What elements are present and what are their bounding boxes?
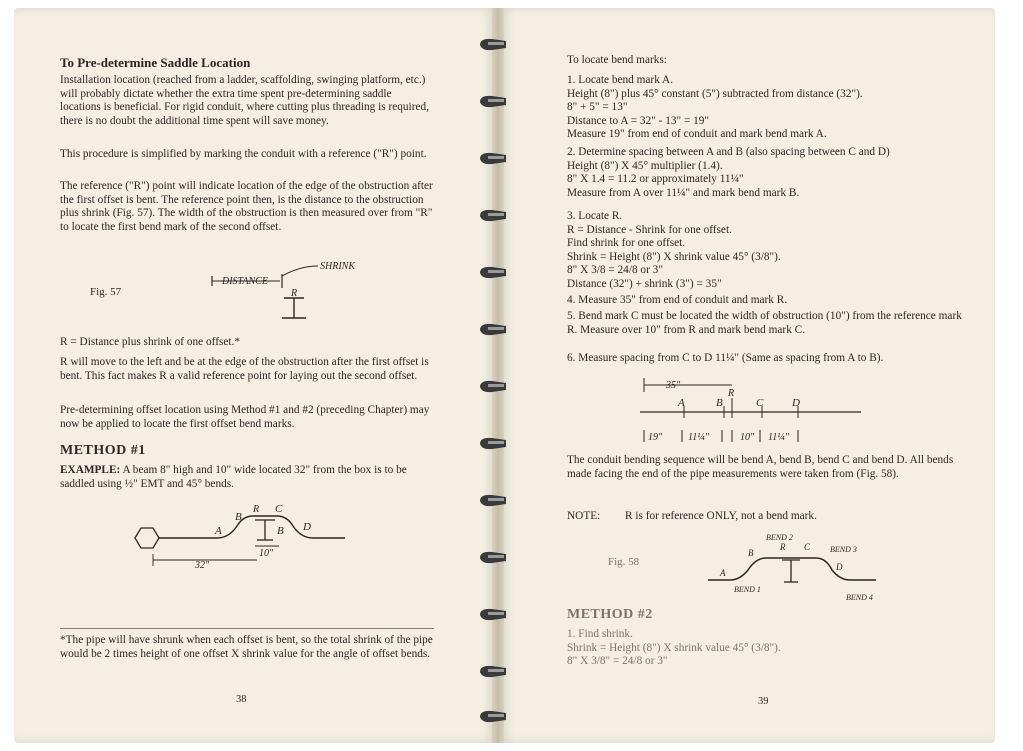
step-text: 8" X 3/8 = 24/8 or 3" <box>567 264 663 277</box>
dim-11-b-label: 11¼" <box>768 432 789 443</box>
paragraph-reference-explained <box>60 180 434 234</box>
binding-coil <box>478 150 508 168</box>
fig58-r-label: R <box>780 542 786 552</box>
paragraph-text: Pre-determining offset location using Method #1 and #2 (preceding Chapter) may now be applied to locate the first offset bend marks. <box>60 404 430 430</box>
binding-coil <box>478 549 508 567</box>
fig57-r-label: R <box>291 288 298 299</box>
step-6: 6. Measure spacing from C to D 11¼" (Same as spacing from A to B). <box>567 352 884 364</box>
bend-3-label: BEND 3 <box>830 545 857 554</box>
step-text: Measure 19" from end of conduit and mark bend mark A. <box>567 128 827 141</box>
paragraph-predetermining <box>60 404 434 431</box>
step-text: Shrink = Height (8") X shrink value 45° (3/8"). <box>567 641 781 654</box>
binding-coil <box>478 606 508 624</box>
step-text: Height (8") plus 45° constant (5") subtracted from distance (32"). <box>567 87 863 100</box>
binding-coil <box>478 708 508 726</box>
fig58-conduit-path <box>708 558 876 580</box>
note-label: NOTE: <box>567 510 601 522</box>
paragraph-text: The conduit bending sequence will be bend A, bend B, bend C and bend D. All bends made facing the end of the pipe measurements were taken from (Fig. 58). <box>567 454 954 480</box>
r-definition: R = Distance plus shrink of one offset.* <box>60 336 240 348</box>
footnote-text: *The pipe will have shrunk when each offset is bent, so the total shrink of the pipe would be 2 times height of one offset X shrink value for the angle of offset bends. <box>60 634 433 660</box>
step-text: Measure from A over 11¼" and mark bend mark B. <box>567 186 800 199</box>
step-text: 2. Determine spacing between A and B (also spacing between C and D) <box>567 146 890 158</box>
fig57-shrink-leader <box>282 266 318 276</box>
dim-19-label: 19" <box>648 432 663 443</box>
paragraph-text: R will move to the left and be at the edge of the obstruction after the first offset is bent. This fact makes R a valid reference point for laying out the second offset. <box>60 356 429 382</box>
binding-coil <box>478 93 508 111</box>
mark-d-label: D <box>303 521 311 533</box>
method-2-steps <box>567 628 967 669</box>
paragraph-r-moves <box>60 356 434 383</box>
bend-1-label: BEND 1 <box>734 585 761 594</box>
mark-r-label: R <box>728 388 735 399</box>
paragraph-reference-point <box>60 148 434 162</box>
step-text: Distance (32") + shrink (3") = 35" <box>567 277 722 290</box>
note-line <box>567 510 967 524</box>
step-text: 5. Bend mark C must be located the width of obstruction (10") from the reference mark R. Measure over 10" from R and mark bend mark C. <box>567 310 962 336</box>
method-1-heading: METHOD #1 <box>60 443 146 458</box>
mark-b2-label: B <box>277 525 284 537</box>
paragraph-text: This procedure is simplified by marking the conduit with a reference ("R") point. <box>60 148 427 160</box>
method-2-heading: METHOD #2 <box>567 607 653 622</box>
step-text: 8" X 1.4 = 11.2 or approximately 11¼" <box>567 173 744 186</box>
method-1-saddle-diagram <box>125 500 365 580</box>
bending-sequence-paragraph <box>567 454 962 481</box>
step-1 <box>567 74 967 142</box>
fig58-a-label: A <box>720 568 726 578</box>
step-text: Distance to A = 32" - 13" = 19" <box>567 114 710 127</box>
mark-c-label: C <box>756 397 764 409</box>
step-text: 3. Locate R. <box>567 210 623 222</box>
bend-4-label: BEND 4 <box>846 593 873 602</box>
paragraph-text: The reference ("R") point will indicate location of the edge of the obstruction after the first offset is bent. The reference point then, is the distance to the obstruction plus shrink (Fig. 57). The width of the obstruction is then measured over from "R" to locate the first bend mark of the second offset. <box>60 180 433 233</box>
binding-coil <box>478 207 508 225</box>
figure-57-label: Fig. 57 <box>90 286 122 298</box>
step-text: 1. Find shrink. <box>567 628 633 640</box>
step-text: Shrink = Height (8") X shrink value 45° (3/8"). <box>567 250 781 263</box>
binding-coil <box>478 321 508 339</box>
paragraph-installation <box>60 74 434 128</box>
binding-coil <box>478 492 508 510</box>
fig58-c-label: C <box>804 542 811 552</box>
dim-35-label: 35" <box>666 380 681 391</box>
step-5 <box>567 310 962 337</box>
width-10-label: 10" <box>259 548 274 559</box>
dim-10-label: 10" <box>740 432 755 443</box>
binding-coil <box>478 663 508 681</box>
step-text: 1. Locate bend mark A. <box>567 74 674 86</box>
step-text: Height (8") X 45° multiplier (1.4). <box>567 159 723 172</box>
bend-2-label: BEND 2 <box>766 533 793 542</box>
step-3 <box>567 210 967 292</box>
bend-marks-diagram <box>636 372 876 450</box>
distance-32-label: 32" <box>195 560 210 571</box>
figure-58-diagram <box>700 528 890 608</box>
footnote-divider <box>60 628 434 629</box>
step-text: 8" X 3/8" = 24/8 or 3" <box>567 655 668 668</box>
fig58-d-label: D <box>836 562 843 572</box>
binding-coil <box>478 264 508 282</box>
fig57-shrink-label: SHRINK <box>320 261 355 272</box>
example-text: A beam 8" high and 10" wide located 32" from the box is to be saddled using ½" EMT and 45° bends. <box>60 464 407 490</box>
example-paragraph <box>60 464 434 491</box>
step-text: R = Distance - Shrink for one offset. <box>567 223 732 236</box>
fig58-b-label: B <box>748 548 754 558</box>
fig57-distance-label: DISTANCE <box>222 276 268 287</box>
mark-c-label: C <box>275 503 283 515</box>
book-spine <box>492 8 504 743</box>
step-2 <box>567 146 967 200</box>
binding-coil <box>478 36 508 54</box>
dim-11-a-label: 11¼" <box>688 432 709 443</box>
mark-b-label: B <box>235 511 242 523</box>
figure-57-diagram <box>200 254 400 326</box>
step-text: Find shrink for one offset. <box>567 237 686 250</box>
footnote <box>60 634 434 661</box>
junction-box-hexagon <box>135 528 159 548</box>
mark-b-label: B <box>716 397 723 409</box>
step-text: 8" + 5" = 13" <box>567 101 628 114</box>
section-title: To Pre-determine Saddle Location <box>60 55 251 70</box>
step-4: 4. Measure 35" from end of conduit and mark R. <box>567 294 788 306</box>
binding-coil <box>478 378 508 396</box>
mark-a-label: A <box>678 397 685 409</box>
note-text: R is for reference ONLY, not a bend mark. <box>625 510 817 522</box>
mark-d-label: D <box>792 397 800 409</box>
page-number-left: 38 <box>236 694 247 705</box>
paragraph-text: Installation location (reached from a ladder, scaffolding, swinging platform, etc.) will probably dictate whether the extra time spent pre-determining saddle locations is beneficial. For rigid conduit, where cutting plus threading is required, there is no doubt the additional time spent will save money. <box>60 74 429 127</box>
example-label: EXAMPLE: <box>60 464 121 476</box>
figure-58-label: Fig. 58 <box>608 556 640 568</box>
binding-coil <box>478 435 508 453</box>
mark-r-label: R <box>253 504 260 515</box>
saddle-conduit-path <box>159 516 345 538</box>
intro-line: To locate bend marks: <box>567 54 667 66</box>
page-number-right: 39 <box>758 696 769 707</box>
mark-a-label: A <box>215 525 222 537</box>
